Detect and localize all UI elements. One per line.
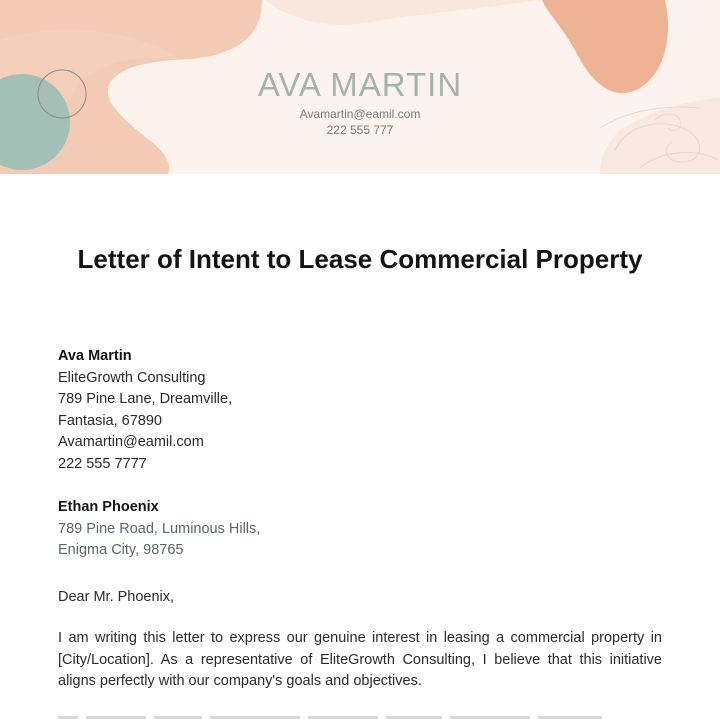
sender-phone: 222 555 7777 [58, 455, 147, 472]
recipient-address-block [58, 497, 260, 562]
letterhead-banner [0, 0, 720, 174]
sender-company: EliteGrowth Consulting [58, 369, 206, 386]
sender-address-block [58, 346, 232, 475]
header-phone: 222 555 777 [326, 123, 394, 137]
recipient-address-line2: Enigma City, 98765 [58, 542, 184, 558]
header-name: AVA MARTIN [257, 66, 463, 103]
recipient-address-line1: 789 Pine Road, Luminous Hills, [58, 520, 261, 537]
sender-email[interactable]: Avamartin@eamil.com [58, 434, 204, 450]
sender-address-line1: 789 Pine Lane, Dreamville, [58, 391, 233, 407]
document-title: Letter of Intent to Lease Commercial Property [77, 244, 643, 274]
soft-blob-shape [265, 0, 540, 25]
sender-address-line2: Fantasia, 67890 [58, 412, 162, 429]
salutation [58, 587, 174, 609]
cutoff-next-line [58, 708, 662, 720]
body-paragraph: I am writing this letter to express our genuine interest in leasing a commercial property in [City/Location]. As a representative of EliteGrowth Consulting, I believe that this initiative aligns perfectly with our company's goals and objectives. [58, 630, 662, 689]
recipient-name: Ethan Phoenix [58, 499, 159, 515]
header-email[interactable]: Avamartin@eamil.com [299, 107, 421, 121]
salutation-text: Dear Mr. Phoenix, [58, 589, 175, 605]
sender-name: Ava Martin [58, 348, 132, 364]
